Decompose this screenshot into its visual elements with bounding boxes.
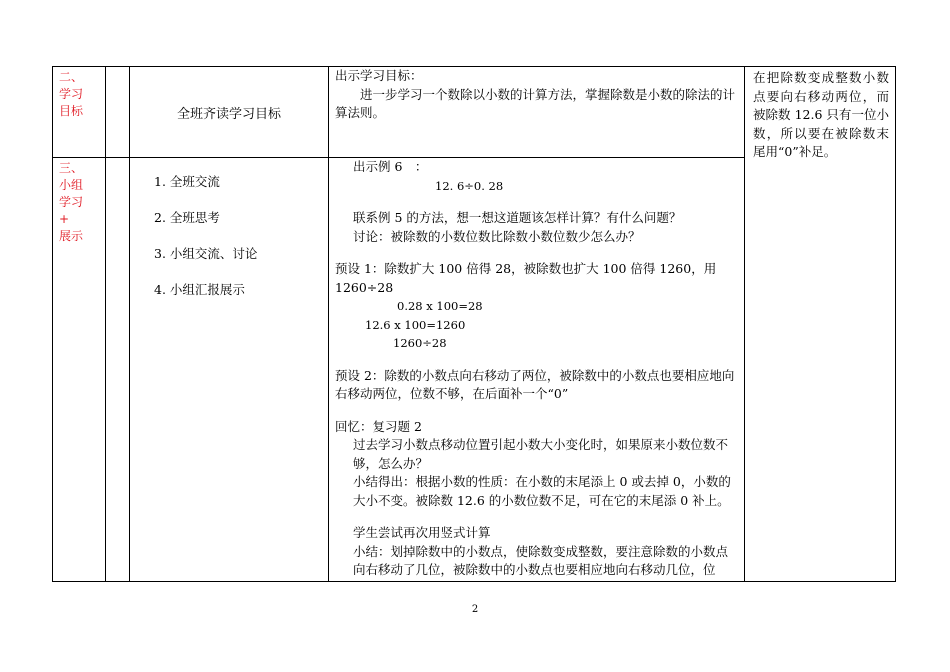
student-activity-cell bbox=[130, 67, 329, 158]
design-note: 在把除数变成整数小数点要向右移动两位，而被除数 12.6 只有一位小数，所以要在被除数末尾用“0”补足。 bbox=[753, 70, 889, 159]
activity-item: 2. 全班思考 bbox=[154, 210, 220, 225]
recall-text: 过去学习小数点移动位置引起小数大小变化时，如果原来小数位数不够，怎么办？ bbox=[353, 437, 729, 471]
teaching-cell bbox=[329, 67, 745, 158]
stage-cell bbox=[53, 158, 106, 582]
student-activity-cell bbox=[130, 158, 329, 582]
recall-heading: 回忆：复习题 2 bbox=[335, 418, 422, 434]
teaching-cell bbox=[329, 158, 745, 582]
summary-text: 小结：划掉除数中的小数点，使除数变成整数，要注意除数的小数点向右移动了几位，被除数中的小数点也要相应地向右移动几位，位 bbox=[353, 543, 729, 577]
hypothesis-two: 预设 2：除数的小数点向右移动了两位，被除数中的小数点也要相应地向右移动两位，位数不够，在后面补一个“0” bbox=[335, 367, 735, 401]
stage-title-line: 学习 bbox=[59, 195, 84, 209]
page-number: 2 bbox=[471, 604, 479, 615]
lesson-plan-table bbox=[52, 66, 896, 582]
activity-item: 1. 全班交流 bbox=[154, 174, 220, 189]
example-expression: 12. 6÷0. 28 bbox=[435, 178, 504, 193]
discussion-text: 讨论：被除数的小数位数比除数小数位数少怎么办？ bbox=[353, 228, 641, 244]
calculation-line: 0.28 x 100=28 bbox=[397, 299, 483, 313]
stage-title-line: 小组 bbox=[59, 178, 84, 192]
example-label: 出示例 6 ： bbox=[353, 159, 428, 174]
note-cell bbox=[745, 67, 896, 582]
stage-cell bbox=[53, 67, 106, 158]
calculation-line: 1260÷28 bbox=[393, 336, 447, 350]
think-prompt: 联系例 5 的方法，想一想这道题该怎样计算？有什么问题？ bbox=[353, 210, 682, 225]
student-activity: 全班齐读学习目标 bbox=[176, 107, 281, 122]
teaching-line: 进一步学习一个数除以小数的计算方法，掌握除数是小数的除法的计算法则。 bbox=[335, 86, 736, 120]
try-again-text: 学生尝试再次用竖式计算 bbox=[353, 525, 491, 540]
stage-number: 三、 bbox=[59, 161, 84, 175]
stage-number: 二、 bbox=[59, 70, 84, 84]
teaching-line: 出示学习目标： bbox=[335, 68, 423, 83]
stage-title-line: 展示 bbox=[59, 229, 84, 243]
activity-item: 3. 小组交流、讨论 bbox=[154, 246, 258, 261]
time-cell bbox=[106, 67, 130, 158]
stage-title-line: 学习 bbox=[59, 87, 84, 101]
stage-title-line: + bbox=[59, 212, 70, 226]
stage-title-line: 目标 bbox=[59, 104, 84, 118]
summary-text: 小结得出：根据小数的性质：在小数的末尾添上 0 或去掉 0，小数的大小不变。被除数 12.6 的小数位数不足，可在它的末尾添 0 补上。 bbox=[353, 474, 731, 508]
time-cell bbox=[106, 158, 130, 582]
activity-item: 4. 小组汇报展示 bbox=[154, 282, 245, 297]
table-row-learning-goals bbox=[53, 67, 896, 158]
calculation-line: 12.6 x 100=1260 bbox=[365, 317, 466, 332]
hypothesis-one: 预设 1：除数扩大 100 倍得 28，被除数也扩大 100 倍得 1260，用 1260÷28 bbox=[335, 261, 717, 295]
